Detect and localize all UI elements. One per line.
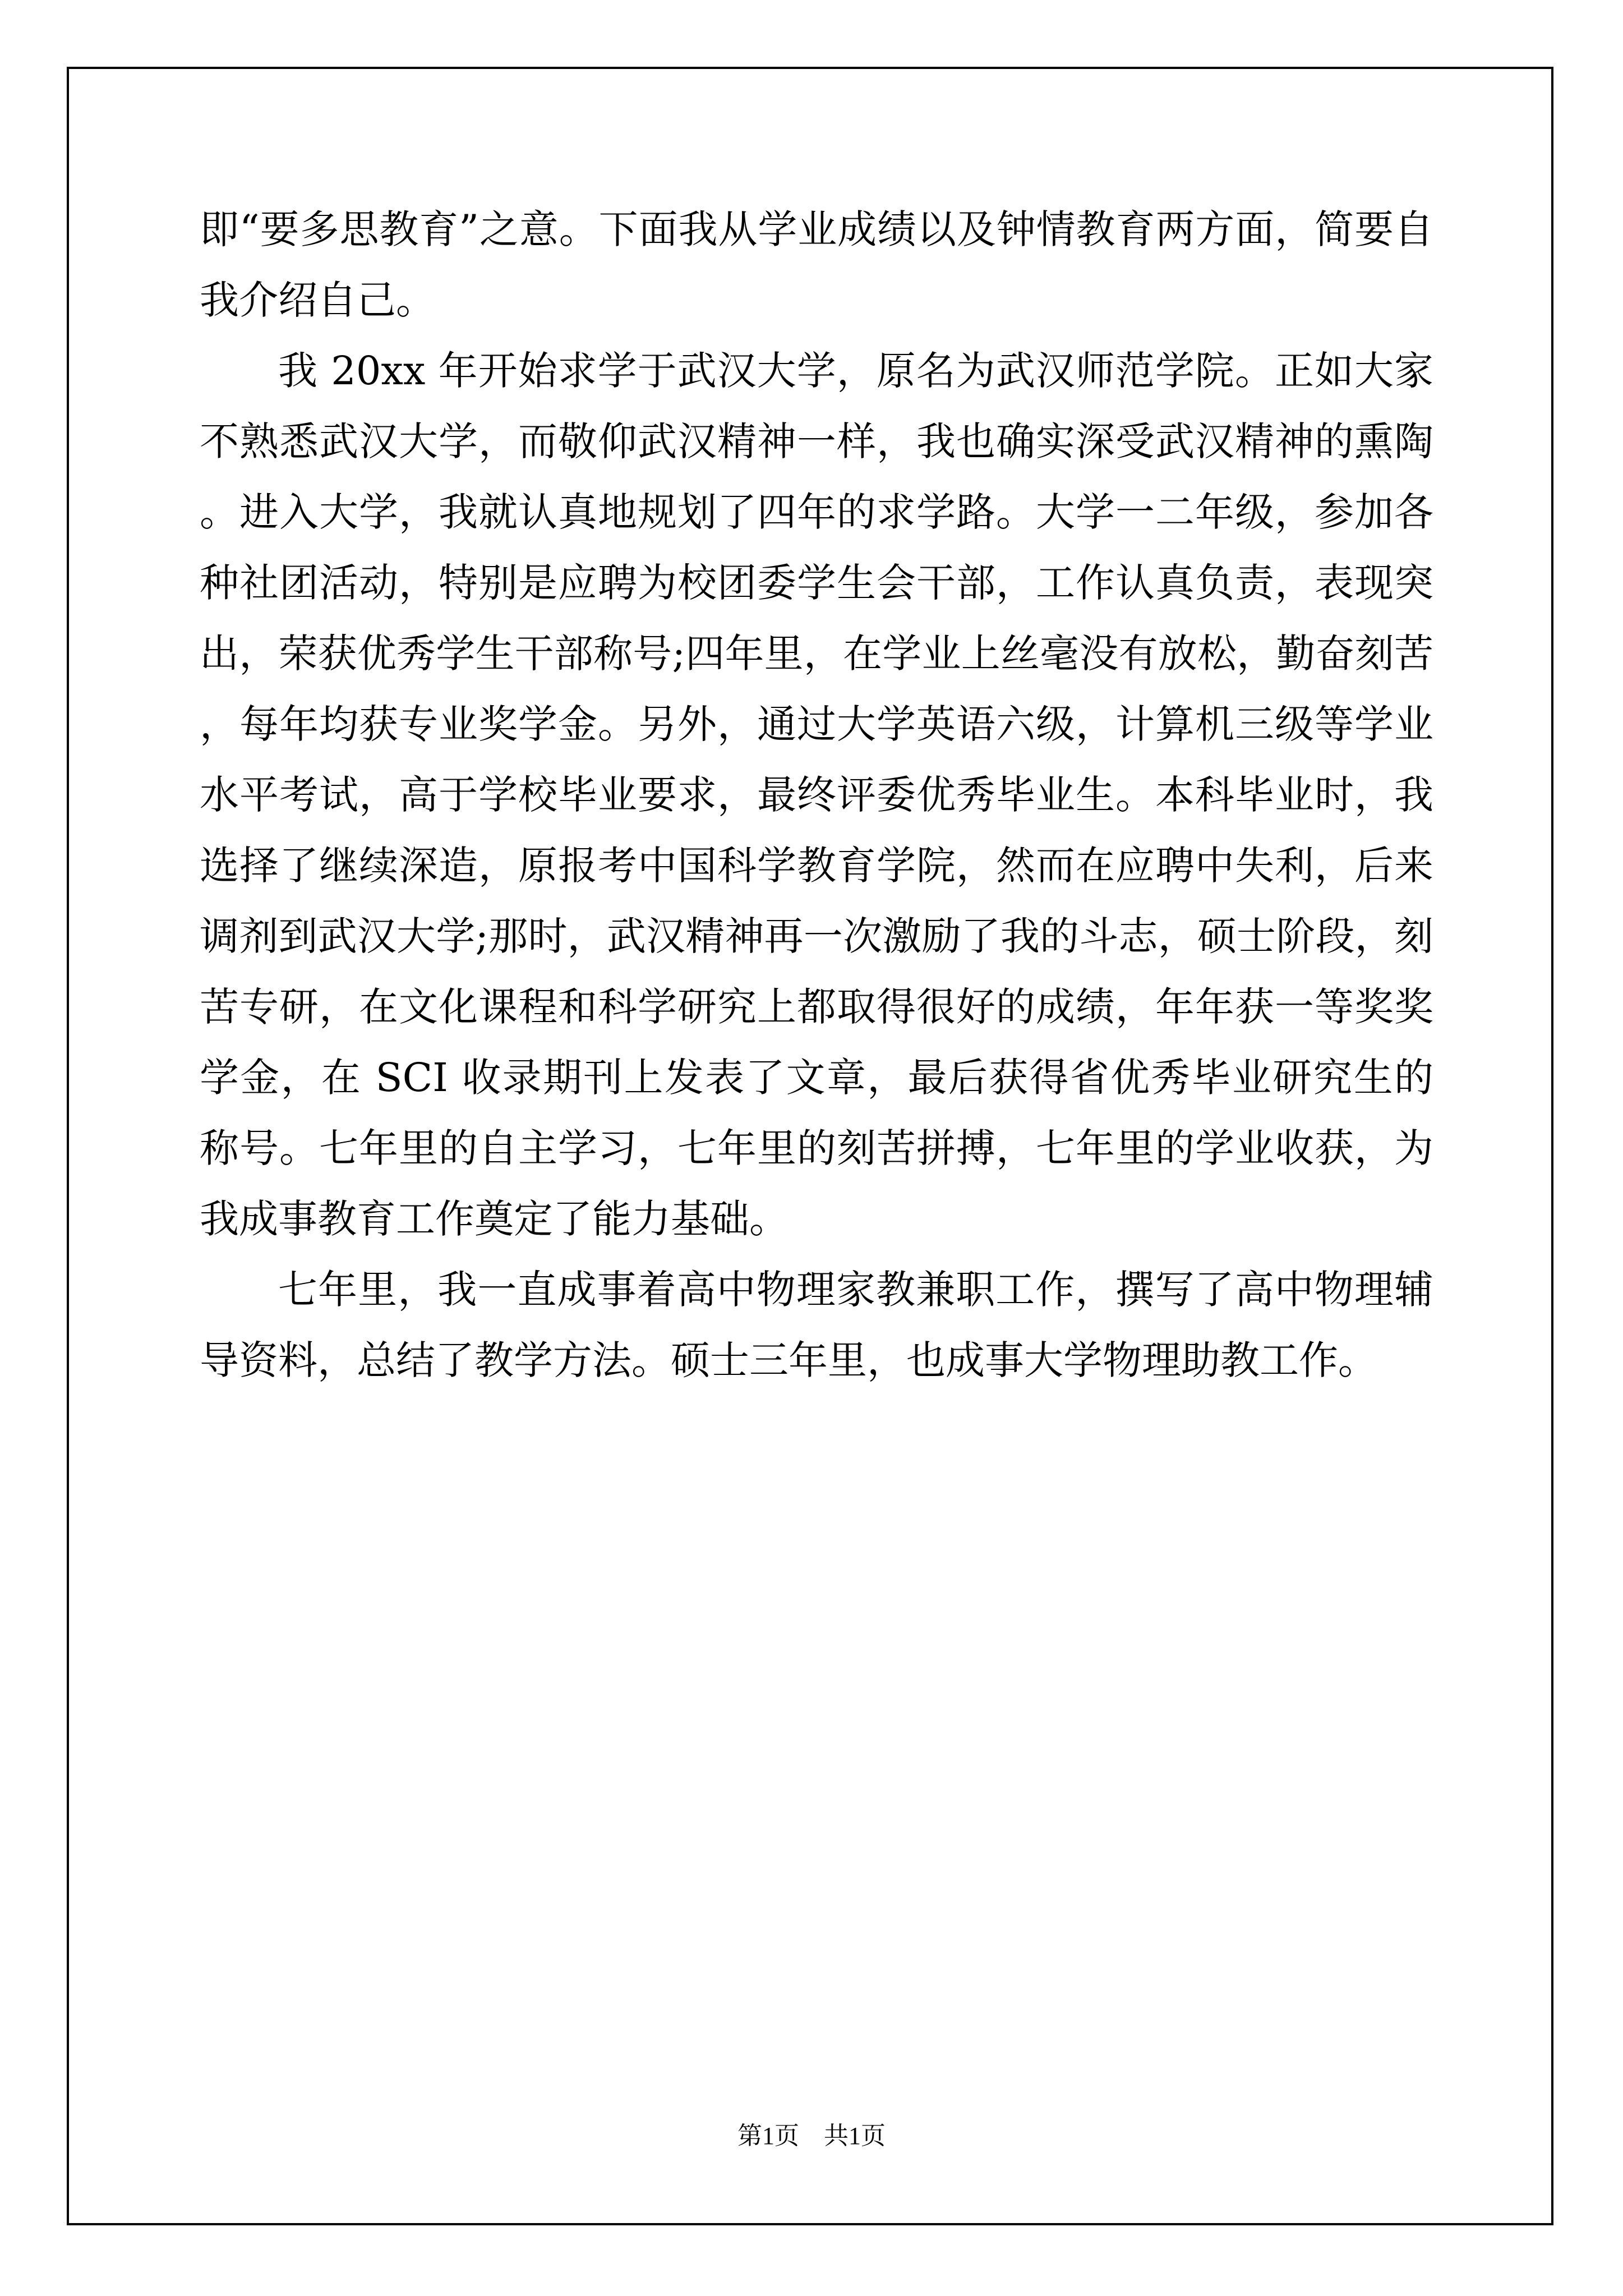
page-total: 共1页 [824,2122,886,2150]
page-footer [0,2119,1623,2153]
paragraph: 七年里，我一直成事着高中物理家教兼职工作，撰写了高中物理辅导资料，总结了教学方法。硕士三年里，也成事大学物理助教工作。 [200,1267,1433,1383]
page-number: 第1页 [737,2122,799,2150]
paragraph: 我 20xx 年开始求学于武汉大学，原名为武汉师范学院。正如大家不熟悉武汉大学，而敬仰武汉精神一样，我也确实深受武汉精神的熏陶。进入大学，我就认真地规划了四年的求学路。大学一二年级，参加各种社团活动，特别是应聘为校团委学生会干部，工作认真负责，表现突出，荣获优秀学生干部称号;四年里，在学业上丝毫没有放松，勤奋刻苦，每年均获专业奖学金。另外，通过大学英语六级，计算机三级等学业水平考试，高于学校毕业要求，最终评委优秀毕业生。本科毕业时，我选择了继续深造，原报考中国科学教育学院，然而在应聘中失利，后来调剂到武汉大学;那时，武汉精神再一次激励了我的斗志，硕士阶段，刻苦专研，在文化课程和科学研究上都取得很好的成绩，年年获一等奖奖学金，在 SCI 收录期刊上发表了文章，最后获得省优秀毕业研究生的称号。七年里的自主学习，七年里的刻苦拼搏，七年里的学业收获，为我成事教育工作奠定了能力基础。 [200,348,1433,1242]
paragraph: 即“要多思教育”之意。下面我从学业成绩以及钟情教育两方面，简要自我介绍自己。 [200,206,1433,323]
document-body [200,194,1433,1396]
